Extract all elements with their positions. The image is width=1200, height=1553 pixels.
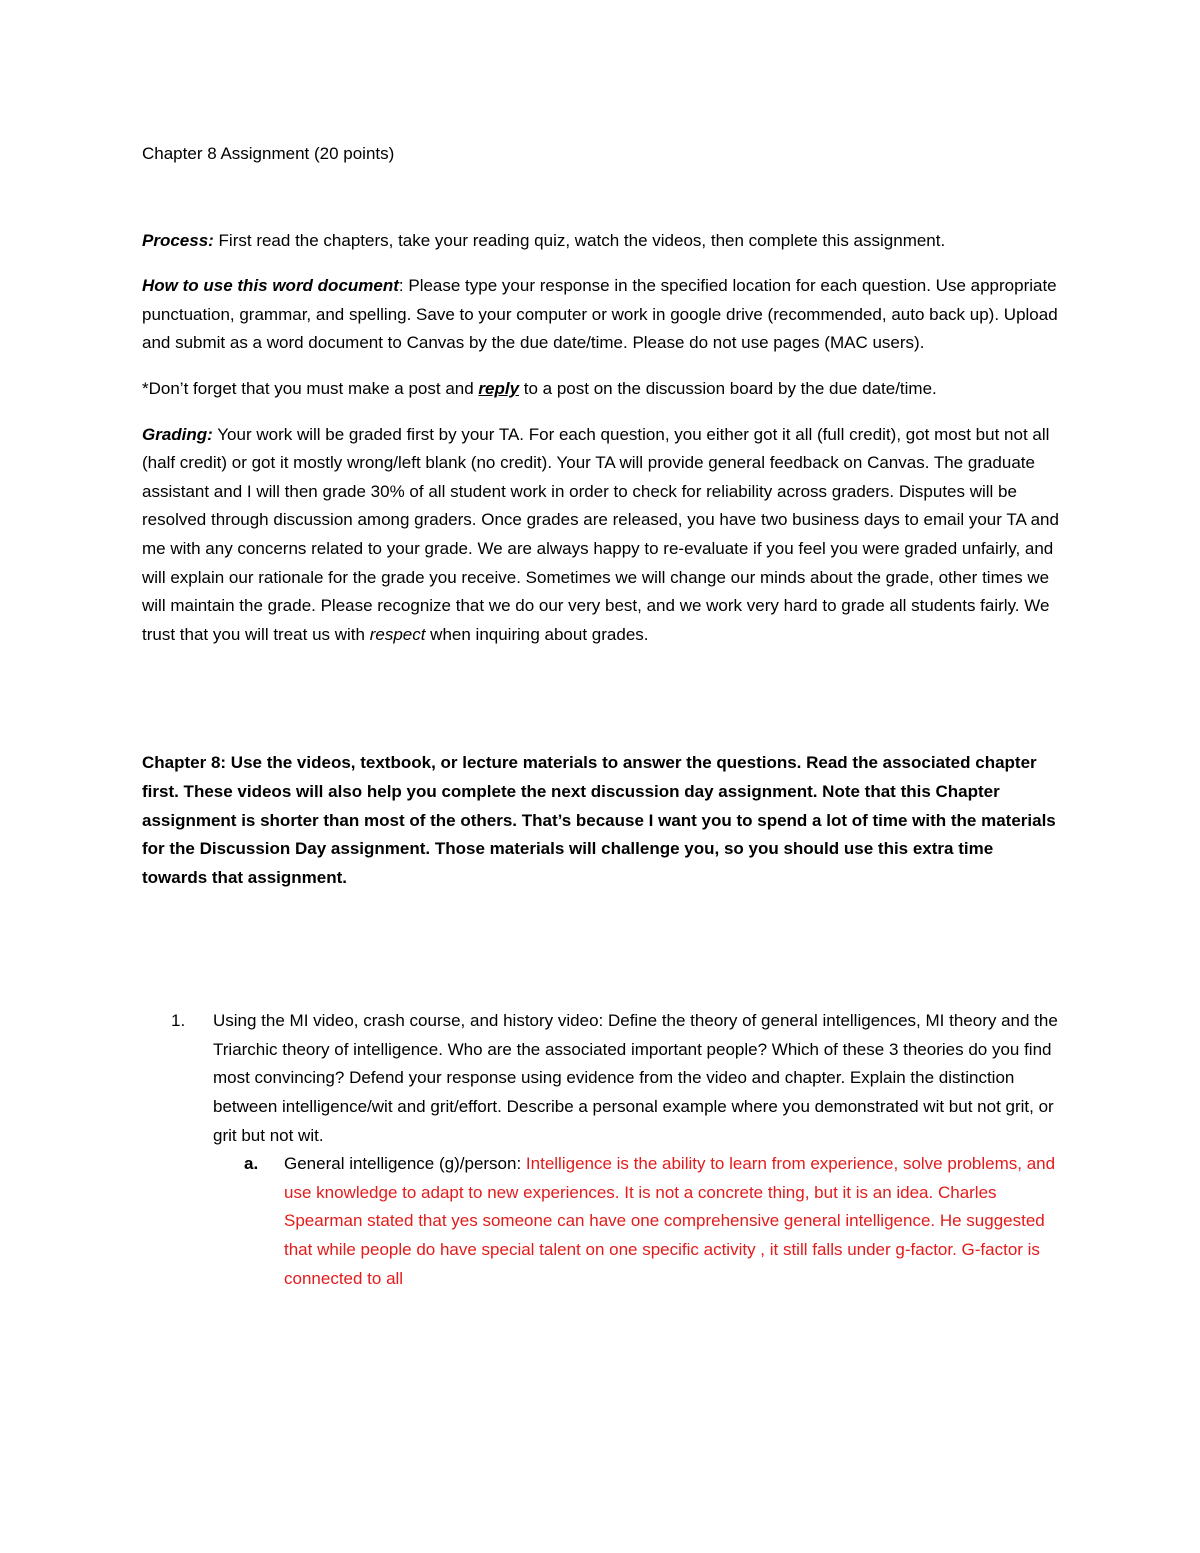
how-to-use-text: : Please type your response in the specified location for each question. Use appropriate punctuation, grammar, and spelling. Save to your computer or work in google drive (recommended, auto back up). Upload and submit as a word document to Canvas by the due date/time. Please do not use pages (MAC users). — [142, 276, 1058, 353]
grading-text-after: when inquiring about grades. — [425, 624, 649, 644]
document-body — [142, 140, 1062, 1293]
how-to-use-paragraph — [142, 272, 1062, 358]
sub-item-label: General intelligence (g)/person: — [284, 1154, 526, 1174]
process-label: Process: — [142, 230, 214, 250]
sub-item-content — [284, 1150, 1062, 1293]
reminder-emphasis: reply — [478, 378, 520, 398]
sub-item — [213, 1150, 1062, 1293]
reminder-text-after: to a post on the discussion board by the due date/time. — [519, 378, 937, 398]
question-list — [142, 1007, 1062, 1293]
grading-text-before: Your work will be graded first by your TA. For each question, you either got it all (full credit), got most but not all (half credit) or got it mostly wrong/left blank (no credit). Your TA will provide general feedback on Canvas. The graduate assistant and I will then grade 30% of all student work in order to check for reliability across graders. Disputes will be resolved through discussion among graders. Once grades are released, you have two business days to email your TA and me with any concerns related to your grade. We are always happy to re-evaluate if you feel you were graded unfairly, and will explain our rationale for the grade you receive. Sometimes we will change our minds about the grade, other times we will maintain the grade. Please recognize that we do our very best, and we work very hard to grade all students fairly. We trust that you will treat us with — [142, 424, 1059, 644]
chapter-instructions: Chapter 8: Use the videos, textbook, or lecture materials to answer the questions. Read the associated chapter first. These videos will also help you complete the next discussion day assignment. Note that this Chapter assignment is shorter than most of the others. That’s because I want you to spend a lot of time with the materials for the Discussion Day assignment. Those materials will challenge you, so you should use this extra time towards that assignment. — [142, 753, 1056, 887]
question-number: 1. — [171, 1011, 186, 1031]
document-title: Chapter 8 Assignment (20 points) — [142, 144, 395, 163]
grading-paragraph — [142, 421, 1062, 650]
process-paragraph — [142, 227, 1062, 256]
question-item — [142, 1007, 1062, 1150]
grading-label: Grading: — [142, 424, 213, 444]
how-to-use-label: How to use this word document — [142, 276, 399, 296]
grading-emphasis: respect — [369, 624, 426, 644]
sub-item-answer: Intelligence is the ability to learn from experience, solve problems, and use knowledge to adapt to new experiences. It is not a concrete thing, but it is an idea. Charles Spearman stated that yes someone can have one comprehensive general intelligence. He suggested that while people do have special talent on one specific activity , it still falls under g-factor. G-factor is connected to all — [284, 1154, 1056, 1288]
question-text: Using the MI video, crash course, and history video: Define the theory of general intelligences, MI theory and the Triarchic theory of intelligence. Who are the associated important people? Which of these 3 theories do you find most convincing? Defend your response using evidence from the video and chapter. Explain the distinction between intelligence/wit and grit/effort. Describe a personal example where you demonstrated wit but not grit, or grit but not wit. — [213, 1011, 1058, 1145]
sub-item-letter: a. — [244, 1154, 259, 1174]
reminder-paragraph — [142, 375, 1062, 404]
process-text: First read the chapters, take your reading quiz, watch the videos, then complete this assignment. — [213, 230, 946, 250]
reminder-text-before: *Don’t forget that you must make a post and — [142, 378, 479, 398]
question-sub-list — [142, 1150, 1062, 1293]
